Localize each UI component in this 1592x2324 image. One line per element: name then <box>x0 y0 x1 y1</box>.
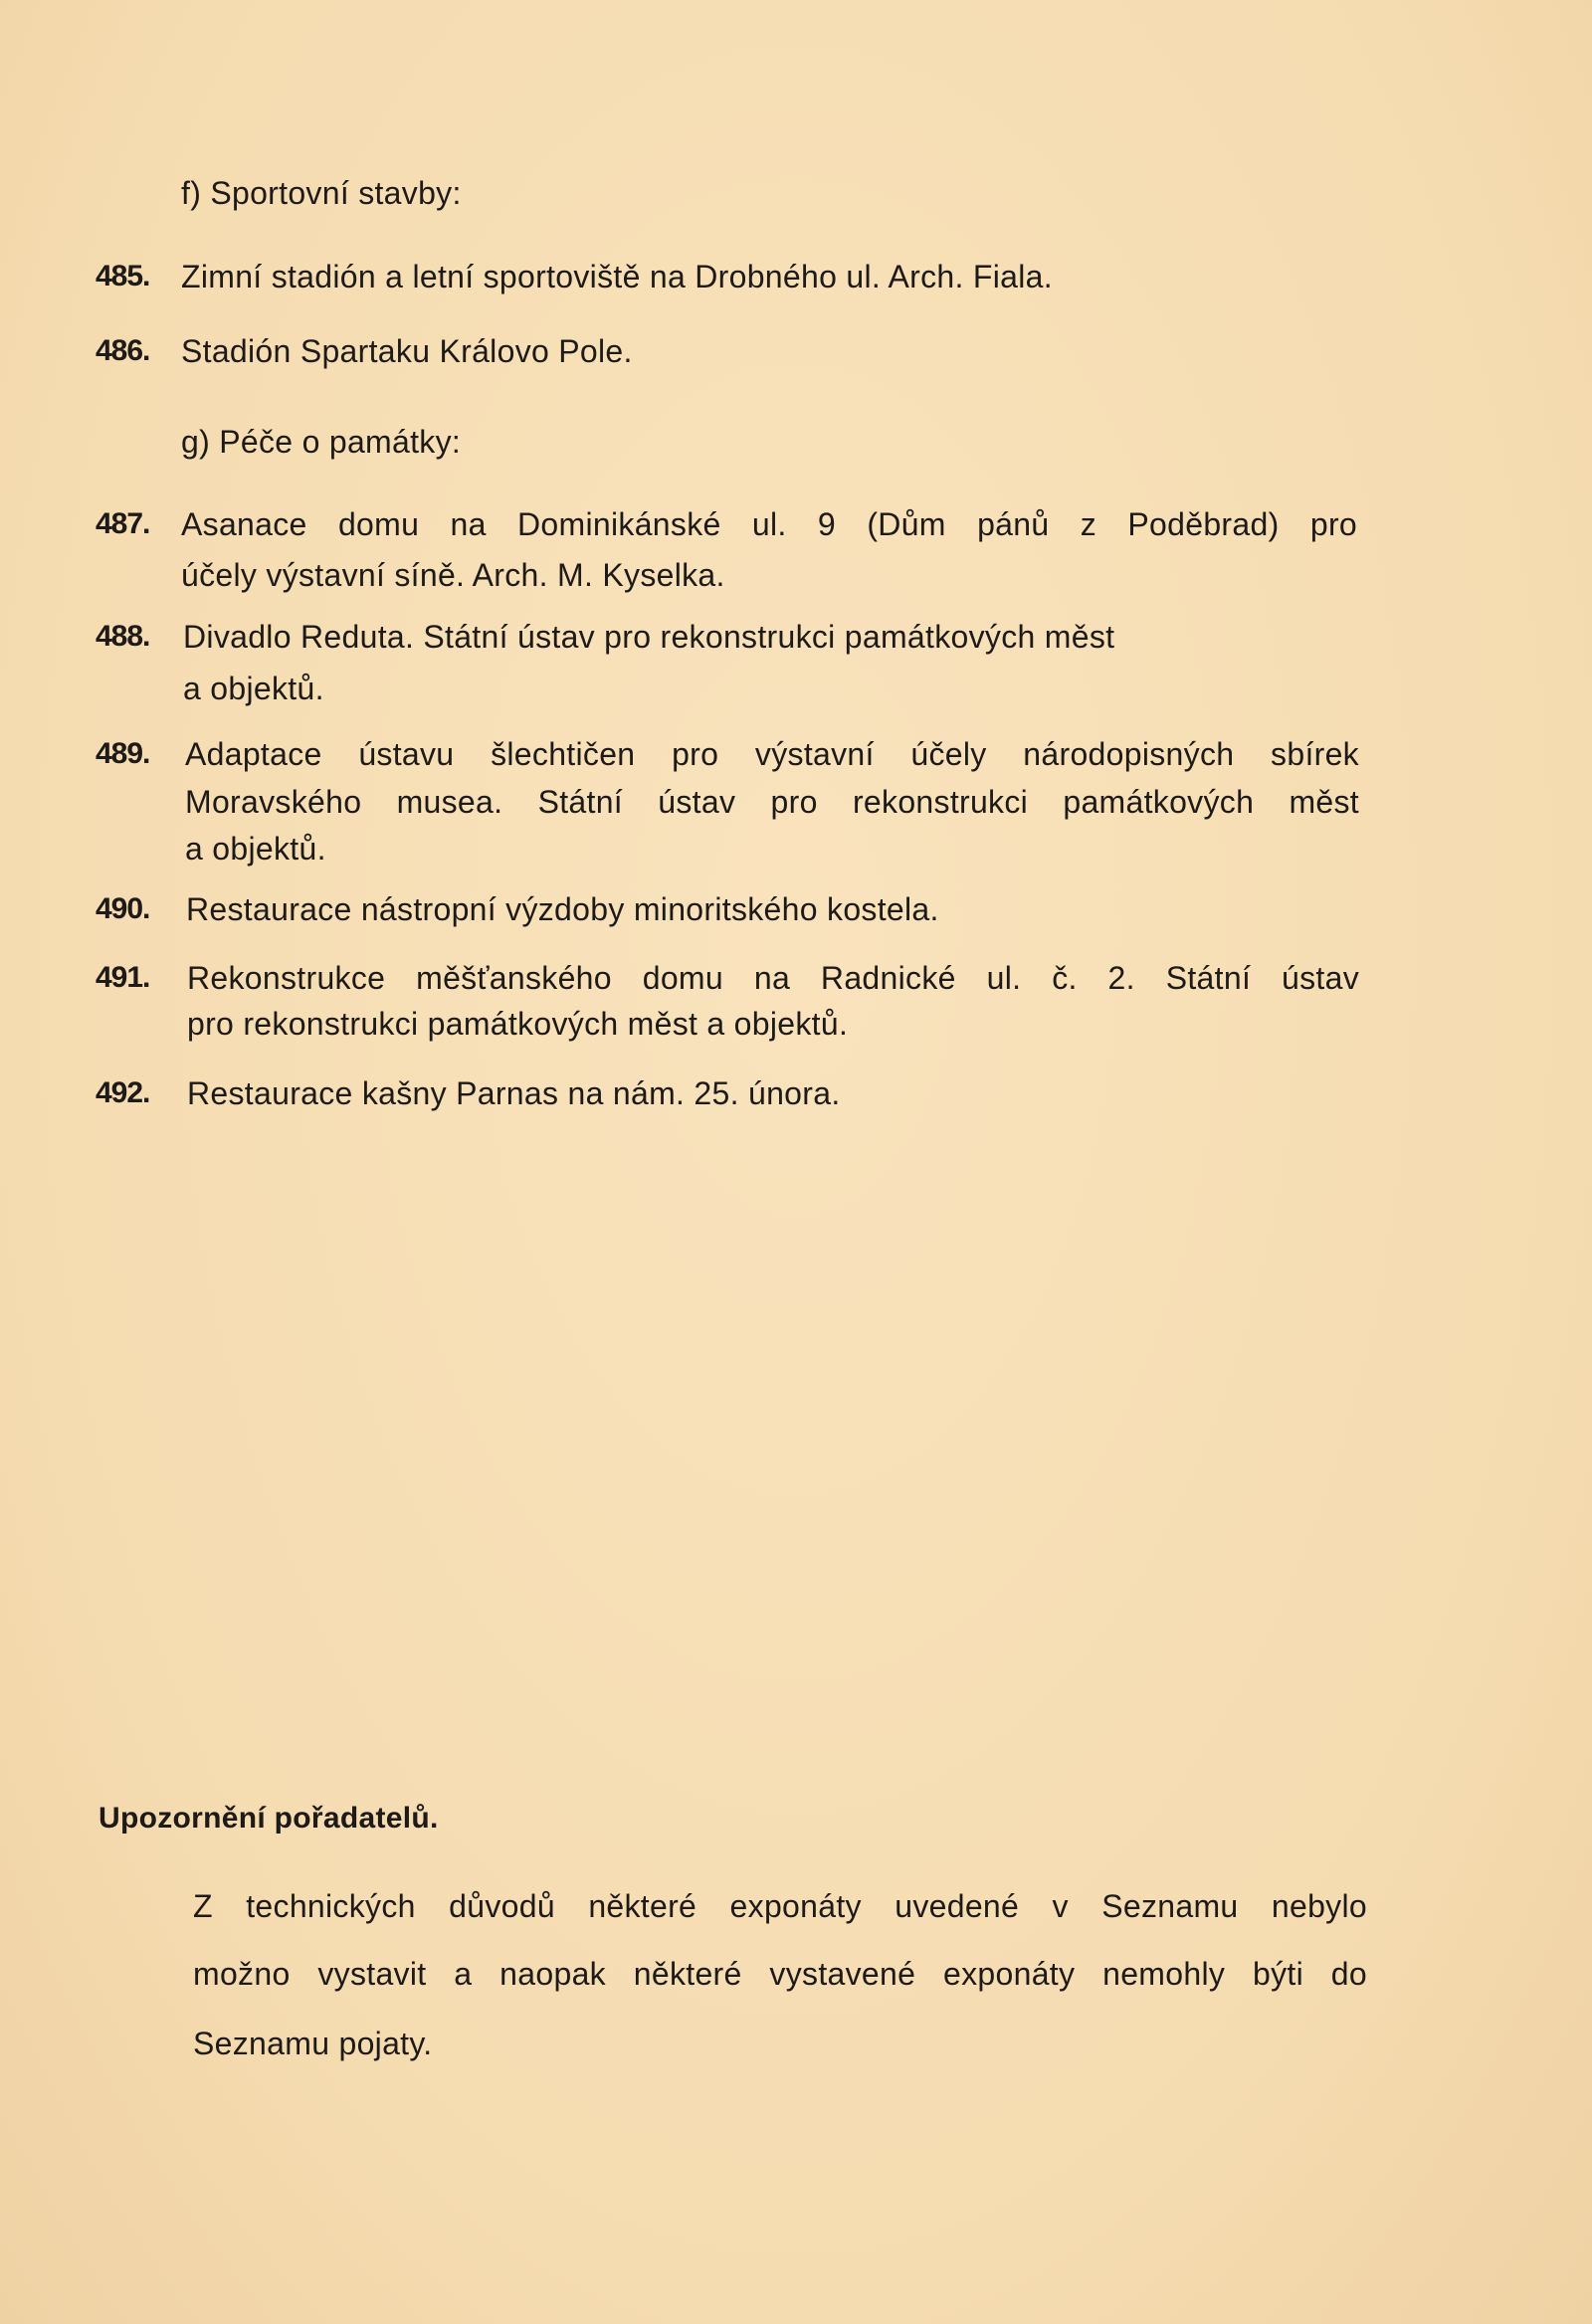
item-text: Restaurace kašny Parnas na nám. 25. února. <box>187 1075 841 1111</box>
item-text: Rekonstrukce měšťanského domu na Radnické ul. č. 2. Státní ústav <box>187 960 1359 996</box>
item-number: 487. <box>96 507 150 540</box>
item-number: 492. <box>96 1076 150 1109</box>
notice-heading: Upozornění pořadatelů. <box>99 1802 439 1835</box>
section-heading-monuments: g) Péče o památky: <box>181 424 462 460</box>
item-text: Divadlo Reduta. Státní ústav pro rekonstrukci památkových měst <box>183 619 1115 655</box>
section-heading-sports: f) Sportovní stavby: <box>181 175 462 211</box>
item-text: Zimní stadión a letní sportoviště na Drobného ul. Arch. Fiala. <box>181 259 1053 294</box>
item-text: Stadión Spartaku Královo Pole. <box>181 333 633 369</box>
notice-line: Z technických důvodů některé exponáty uvedené v Seznamu nebylo <box>193 1888 1367 1924</box>
item-text: pro rekonstrukci památkových měst a objektů. <box>187 1006 849 1042</box>
notice-line: Seznamu pojaty. <box>193 2026 433 2061</box>
item-number: 485. <box>96 260 150 292</box>
item-number: 490. <box>96 892 150 925</box>
item-number: 491. <box>96 961 150 994</box>
item-text: a objektů. <box>185 831 326 867</box>
item-number: 488. <box>96 620 150 653</box>
item-text: Restaurace nástropní výzdoby minoritského kostela. <box>186 891 939 927</box>
item-number: 486. <box>96 334 150 367</box>
notice-line: možno vystavit a naopak některé vystavené exponáty nemohly býti do <box>193 1956 1367 1992</box>
item-text: účely výstavní síně. Arch. M. Kyselka. <box>181 557 725 593</box>
item-text: Asanace domu na Dominikánské ul. 9 (Dům pánů z Poděbrad) pro <box>181 506 1357 542</box>
item-text: Moravského musea. Státní ústav pro rekonstrukci památkových měst <box>185 784 1359 820</box>
item-number: 489. <box>96 737 150 770</box>
item-text: a objektů. <box>183 671 324 706</box>
item-text: Adaptace ústavu šlechtičen pro výstavní účely národopisných sbírek <box>185 736 1359 772</box>
